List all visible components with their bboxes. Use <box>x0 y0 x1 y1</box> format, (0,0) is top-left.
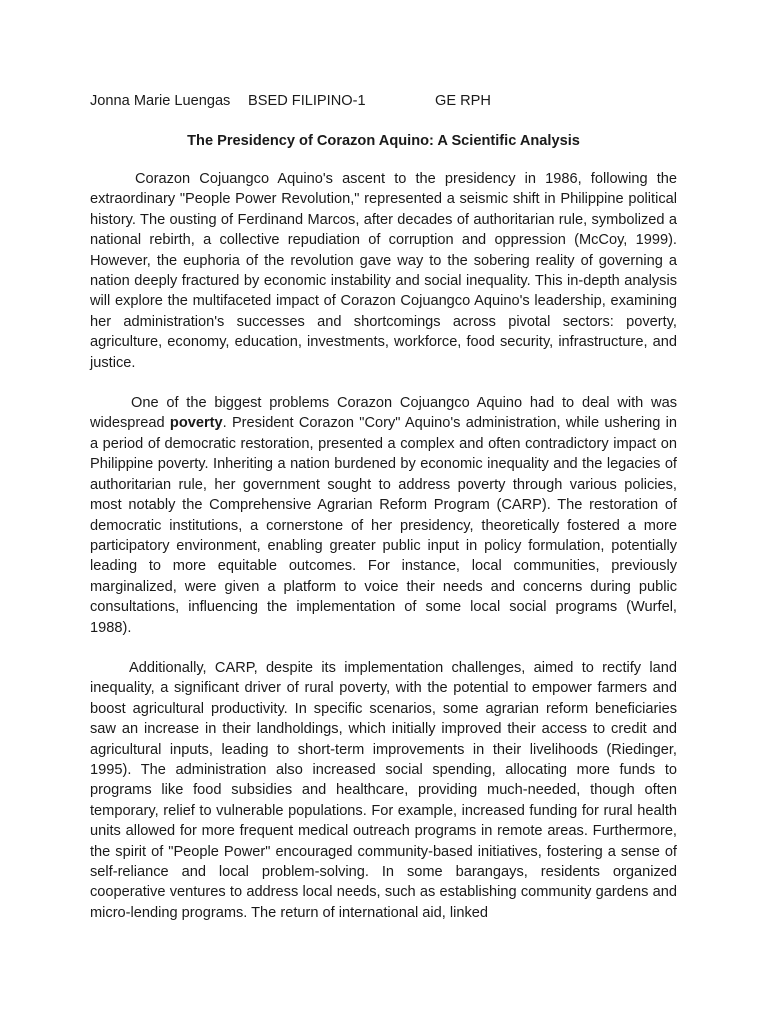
document-title: The Presidency of Corazon Aquino: A Scientific Analysis <box>187 133 580 149</box>
course-label: BSED FILIPINO-1 <box>248 93 366 109</box>
subject-label: GE RPH <box>435 93 491 109</box>
paragraph-text: One of the biggest problems Corazon Cojuangco Aquino had to deal with was widespread <box>90 395 677 432</box>
paragraph-intro: Corazon Cojuangco Aquino's ascent to the presidency in 1986, following the extraordinary "People Power Revolution," represented a seismic shift in Philippine political history. The ousting of Ferdinand Marcos, after decades of authoritarian rule, symbolized a national rebirth, a collective repudiation of corruption and oppression (McCoy, 1999). However, the euphoria of the revolution gave way to the sobering reality of governing a nation deeply fractured by economic instability and social inequality. This in-depth analysis will explore the multifaceted impact of Corazon Cojuangco Aquino's leadership, examining her administration's successes and shortcomings across pivotal sectors: poverty, agriculture, economy, education, investments, workforce, food security, infrastructure, and justice. <box>90 171 677 371</box>
paragraph-carp: Additionally, CARP, despite its implementation challenges, aimed to rectify land inequality, a significant driver of rural poverty, with the potential to empower farmers and boost agricultural productivity. In specific scenarios, some agrarian reform beneficiaries saw an increase in their landholdings, which initially improved their access to credit and agricultural inputs, leading to short-term improvements in their livelihoods (Riedinger, 1995). The administration also increased social spending, allocating more funds to programs like food subsidies and healthcare, providing much-needed, though often temporary, relief to vulnerable populations. For example, increased funding for rural health units allowed for more frequent medical outreach programs in remote areas. Furthermore, the spirit of "People Power" encouraged community-based initiatives, fostering a sense of self-reliance and local problem-solving. In some barangays, residents organized cooperative ventures to address local needs, such as establishing community gardens and micro-lending programs. The return of international aid, linked <box>90 659 677 921</box>
student-header <box>90 91 677 111</box>
student-name: Jonna Marie Luengas <box>90 93 231 109</box>
paragraph-text: . President Corazon "Cory" Aquino's administration, while ushering in a period of democratic restoration, presented a complex and often contradictory impact on Philippine poverty. Inheriting a nation burdened by economic inequality and the legacies of authoritarian rule, her government sought to address poverty through various policies, most notably the Comprehensive Agrarian Reform Program (CARP). The restoration of democratic institutions, a cornerstone of her presidency, theoretically fostered a more participatory environment, enabling greater public input in policy formulation, potentially leading to more equitable outcomes. For instance, local communities, previously marginalized, were given a platform to voice their needs and concerns during public consultations, influencing the implementation of some local social programs (Wurfel, 1988). <box>90 415 677 636</box>
paragraph-poverty <box>90 393 677 638</box>
document-page <box>90 91 677 923</box>
bold-keyword-poverty: poverty <box>169 415 223 432</box>
